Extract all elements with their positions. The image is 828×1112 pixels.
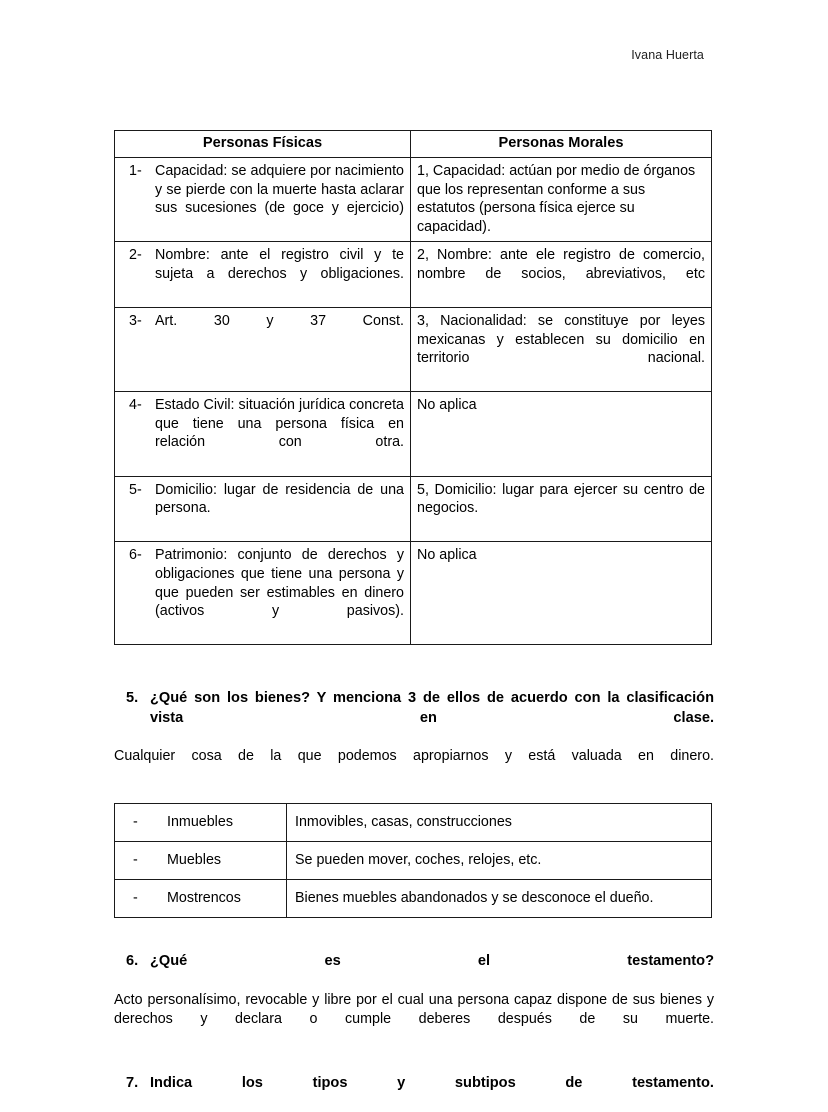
cell-bien-term-1 [115,804,287,842]
bienes-classification-table [114,803,712,918]
bullet-item [123,889,278,908]
numbered-item [121,312,404,349]
cell-fisicas-2 [115,242,411,308]
table-row [115,242,712,308]
question-6 [114,952,714,991]
answer-6: Acto personalísimo, revocable y libre por el cual una persona capaz dispone de sus bienes y derechos y declara o cumple deberes después de su muerte. [114,991,714,1027]
numbered-item [121,246,404,302]
bien-term-label: Inmuebles [167,813,233,830]
question-5 [114,689,714,747]
cell-fisicas-4 [115,392,411,476]
numbered-item [121,546,404,639]
column-header-personas-fisicas: Personas Físicas [115,131,411,158]
cell-bien-definition-3: Bienes muebles abandonados y se desconoce el dueño. [287,880,712,918]
bullet-item [123,851,278,870]
table-row [115,392,712,476]
cell-bien-term-2 [115,842,287,880]
item-text: Capacidad: se adquiere por nacimiento y se pierde con la muerte hasta aclarar sus sucesiones (de goce y ejercicio) [155,162,404,217]
column-header-personas-morales: Personas Morales [411,131,712,158]
dash-bullet-icon: - [133,889,138,906]
cell-fisicas-6 [115,542,411,645]
table-header-row [115,131,712,158]
table-row [115,308,712,392]
question-7-block [114,1074,714,1112]
item-number: 4- [129,397,142,414]
answer-5: Cualquier cosa de la que podemos apropiarnos y está valuada en dinero. [114,748,714,765]
personas-comparison-table [114,130,712,645]
question-text: Indica los tipos y subtipos de testamento. [150,1074,714,1091]
document-body [114,130,714,1112]
question-number: 7. [126,1074,139,1091]
table-row [115,157,712,241]
table-row [115,476,712,542]
cell-morales-3: 3, Nacionalidad: se constituye por leyes mexicanas y establecen su domicilio en territorio nacional. [411,308,712,392]
numbered-item [121,162,404,236]
author-name: Ivana Huerta [631,48,704,62]
question-text: ¿Qué son los bienes? Y menciona 3 de ellos de acuerdo con la clasificación vista en clase. [150,690,714,726]
item-number: 5- [129,481,142,498]
cell-bien-term-3 [115,880,287,918]
question-5-block [114,689,714,785]
item-number: 6- [129,547,142,564]
numbered-item [121,396,404,470]
question-text: ¿Qué es el testamento? [150,953,714,970]
item-text: Domicilio: lugar de residencia de una persona. [155,481,404,517]
item-number: 2- [129,247,142,264]
document-header [0,48,828,62]
dash-bullet-icon: - [133,813,138,830]
cell-morales-1: 1, Capacidad: actúan por medio de órganos que los representan conforme a sus estatutos (persona física ejerce su capacidad). [411,157,712,241]
table-row [115,804,712,842]
numbered-item [121,481,404,537]
question-number: 6. [126,953,139,970]
question-number: 5. [126,690,139,707]
bullet-item [123,813,278,832]
table-row [115,542,712,645]
item-number: 1- [129,162,142,179]
cell-fisicas-5 [115,476,411,542]
cell-morales-6: No aplica [411,542,712,645]
cell-morales-4: No aplica [411,392,712,476]
item-text: Nombre: ante el registro civil y te sujeta a derechos y obligaciones. [155,247,404,282]
question-6-block [114,952,714,1048]
item-text: Patrimonio: conjunto de derechos y obligaciones que tiene una persona y que pueden ser estimables en dinero (activos y pasivos). [155,547,404,620]
dash-bullet-icon: - [133,851,138,868]
question-7 [114,1074,714,1112]
bien-term-label: Mostrencos [167,889,241,906]
bien-term-label: Muebles [167,851,222,868]
table-row [115,880,712,918]
item-text: Art. 30 y 37 Const. [155,313,404,330]
table-row [115,842,712,880]
cell-morales-5: 5, Domicilio: lugar para ejercer su centro de negocios. [411,476,712,542]
cell-fisicas-1 [115,157,411,241]
cell-bien-definition-2: Se pueden mover, coches, relojes, etc. [287,842,712,880]
cell-fisicas-3 [115,308,411,392]
item-text: Estado Civil: situación jurídica concreta que tiene una persona física en relación con otra. [155,397,404,451]
cell-bien-definition-1: Inmovibles, casas, construcciones [287,804,712,842]
item-number: 3- [129,313,142,330]
cell-morales-2: 2, Nombre: ante ele registro de comercio, nombre de socios, abreviativos, etc [411,242,712,308]
